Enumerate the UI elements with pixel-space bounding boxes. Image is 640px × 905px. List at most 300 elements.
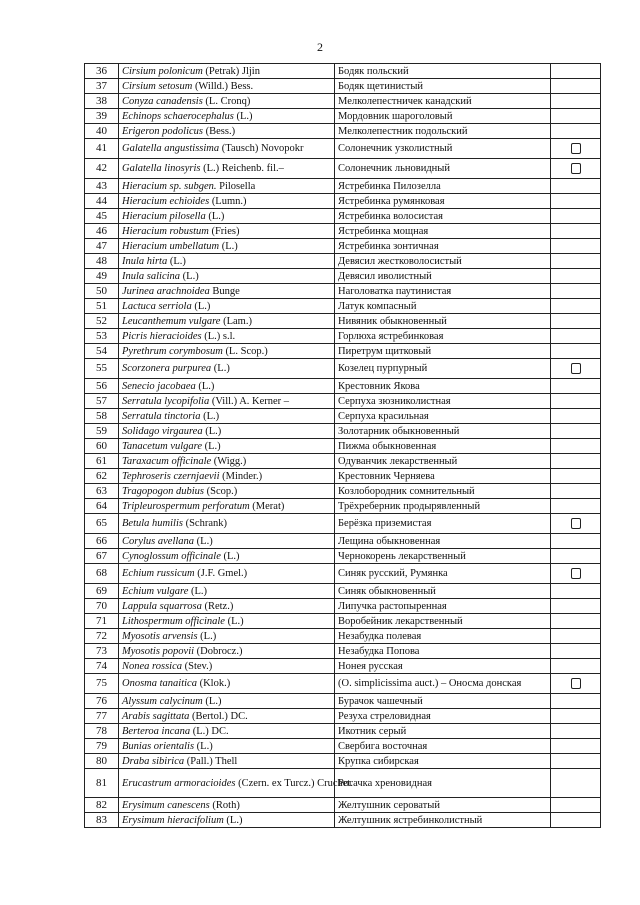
russian-name-cell: Трёхреберник продырявленный (335, 499, 551, 514)
status-mark-cell (551, 564, 601, 584)
status-mark-cell (551, 484, 601, 499)
latin-genus-species: Erysimum canescens (122, 799, 210, 811)
latin-name-cell (119, 614, 335, 629)
species-table-body (85, 64, 601, 828)
row-number: 70 (85, 599, 119, 614)
latin-author: (Bess.) (202, 125, 236, 137)
russian-name-cell: Желтушник ястребинколистный (335, 813, 551, 828)
row-number: 77 (85, 709, 119, 724)
russian-name-cell: Ястребинка Пилозелла (335, 179, 551, 194)
latin-author: (Bertol.) DC. (189, 710, 248, 722)
table-row (85, 239, 601, 254)
row-number: 82 (85, 798, 119, 813)
table-row (85, 659, 601, 674)
checkbox-icon (571, 568, 581, 579)
latin-genus-species: Arabis sagittata (122, 710, 190, 722)
latin-genus-species: Tanacetum vulgare (122, 440, 203, 452)
status-mark-cell (551, 629, 601, 644)
latin-name-cell (119, 599, 335, 614)
row-number: 42 (85, 159, 119, 179)
latin-genus-species: Myosotis popovii (122, 645, 195, 657)
table-row (85, 674, 601, 694)
latin-author: (Scop.) (203, 485, 238, 497)
russian-name-cell: Наголоватка паутинистая (335, 284, 551, 299)
latin-genus-species: Lappula squarrosa (122, 600, 202, 612)
status-mark-cell (551, 299, 601, 314)
status-mark-cell (551, 454, 601, 469)
latin-author: (Wigg.) (211, 455, 247, 467)
table-row (85, 499, 601, 514)
latin-author: (Tausch) Novopokr (219, 143, 304, 154)
table-row (85, 694, 601, 709)
table-row (85, 798, 601, 813)
table-row (85, 629, 601, 644)
latin-name-cell (119, 564, 335, 584)
russian-name-cell: Крестовник Якова (335, 379, 551, 394)
latin-author: (L.) (211, 363, 230, 374)
russian-name-cell: Лещина обыкновенная (335, 534, 551, 549)
row-number: 56 (85, 379, 119, 394)
latin-author: (Fries) (208, 225, 240, 237)
russian-name-cell: Мордовник шароголовый (335, 109, 551, 124)
latin-name-cell (119, 94, 335, 109)
checkbox-icon (571, 363, 581, 374)
latin-genus-species: Galatella angustissima (122, 143, 220, 154)
latin-author: (Czern. ex Turcz.) Cruchet. (235, 777, 353, 789)
latin-genus-species: Erucastrum armoracioides (122, 777, 236, 789)
latin-name-cell (119, 709, 335, 724)
russian-name-cell: Нивяник обыкновенный (335, 314, 551, 329)
latin-name-cell (119, 124, 335, 139)
checkbox-icon (571, 143, 581, 154)
status-mark-cell (551, 724, 601, 739)
russian-name-cell: Козлобородник сомнительный (335, 484, 551, 499)
latin-author: (L.) (223, 814, 243, 826)
status-mark-cell (551, 394, 601, 409)
table-row (85, 209, 601, 224)
latin-author: (Lumn.) (209, 195, 247, 207)
table-row (85, 179, 601, 194)
status-mark-cell (551, 614, 601, 629)
russian-name-cell: (O. simplicissima auct.) – Оносма донская (335, 674, 551, 694)
status-mark-cell (551, 674, 601, 694)
row-number: 68 (85, 564, 119, 584)
row-number: 46 (85, 224, 119, 239)
latin-name-cell (119, 454, 335, 469)
status-mark-cell (551, 159, 601, 179)
table-row (85, 564, 601, 584)
status-mark-cell (551, 344, 601, 359)
latin-name-cell (119, 344, 335, 359)
latin-name-cell (119, 109, 335, 124)
russian-name-cell: Свербига восточная (335, 739, 551, 754)
row-number: 66 (85, 534, 119, 549)
row-number: 62 (85, 469, 119, 484)
latin-author: (Vill.) A. Kerner – (209, 395, 290, 407)
table-row (85, 614, 601, 629)
latin-genus-species: Solidago virgaurea (122, 425, 203, 437)
table-row (85, 109, 601, 124)
russian-name-cell: Пижма обыкновенная (335, 439, 551, 454)
latin-name-cell (119, 139, 335, 159)
latin-name-cell (119, 269, 335, 284)
latin-author: (Roth) (209, 799, 240, 811)
table-row (85, 284, 601, 299)
status-mark-cell (551, 254, 601, 269)
latin-name-cell (119, 359, 335, 379)
row-number: 73 (85, 644, 119, 659)
table-row (85, 64, 601, 79)
latin-author: (Willd.) Bess. (192, 80, 254, 92)
latin-name-cell (119, 409, 335, 424)
latin-author: (Merat) (249, 500, 285, 512)
status-mark-cell (551, 179, 601, 194)
table-row (85, 534, 601, 549)
latin-name-cell (119, 724, 335, 739)
row-number: 55 (85, 359, 119, 379)
latin-author: (L.) (180, 270, 199, 282)
row-number: 39 (85, 109, 119, 124)
status-mark-cell (551, 359, 601, 379)
row-number: 50 (85, 284, 119, 299)
russian-name-cell: Чернокорень лекарственный (335, 549, 551, 564)
latin-name-cell (119, 254, 335, 269)
table-row (85, 514, 601, 534)
russian-name-cell: Берёзка приземистая (335, 514, 551, 534)
russian-name-cell: Бодяк щетинистый (335, 79, 551, 94)
table-row (85, 79, 601, 94)
latin-author: (Retz.) (201, 600, 234, 612)
russian-name-cell: Мелколепестник подольский (335, 124, 551, 139)
latin-genus-species: Hieracium umbellatum (122, 240, 220, 252)
latin-genus-species: Picris hieracioides (122, 330, 202, 342)
latin-author: (J.F. Gmel.) (194, 568, 248, 579)
row-number: 44 (85, 194, 119, 209)
row-number: 43 (85, 179, 119, 194)
checkbox-icon (571, 163, 581, 174)
status-mark-cell (551, 754, 601, 769)
status-mark-cell (551, 139, 601, 159)
latin-author: Pilosella (216, 180, 256, 192)
latin-author: (L. Scop.) (222, 345, 268, 357)
russian-name-cell: Девясил жестковолосистый (335, 254, 551, 269)
status-mark-cell (551, 514, 601, 534)
russian-name-cell: Синяк русский, Румянка (335, 564, 551, 584)
latin-genus-species: Lactuca serriola (122, 300, 192, 312)
row-number: 41 (85, 139, 119, 159)
row-number: 45 (85, 209, 119, 224)
russian-name-cell: Нонея русская (335, 659, 551, 674)
russian-name-cell: Резуха стреловидная (335, 709, 551, 724)
russian-name-cell: Рогачка хреновидная (335, 769, 551, 798)
russian-name-cell: Синяк обыкновенный (335, 584, 551, 599)
latin-author: (L.) (202, 695, 222, 707)
page-number: 2 (317, 40, 323, 54)
status-mark-cell (551, 64, 601, 79)
table-row (85, 269, 601, 284)
status-mark-cell (551, 409, 601, 424)
russian-name-cell: Одуванчик лекарственный (335, 454, 551, 469)
russian-name-cell: Девясил иволистный (335, 269, 551, 284)
latin-genus-species: Draba sibirica (122, 755, 185, 767)
latin-name-cell (119, 424, 335, 439)
latin-author: (L.) (188, 585, 208, 597)
russian-name-cell: Воробейник лекарственный (335, 614, 551, 629)
table-row (85, 359, 601, 379)
latin-name-cell (119, 379, 335, 394)
russian-name-cell: Бодяк польский (335, 64, 551, 79)
table-row (85, 724, 601, 739)
status-mark-cell (551, 79, 601, 94)
russian-name-cell: Незабудка полевая (335, 629, 551, 644)
latin-name-cell (119, 194, 335, 209)
status-mark-cell (551, 694, 601, 709)
latin-genus-species: Echium vulgare (122, 585, 189, 597)
latin-author: (L.) (197, 630, 217, 642)
latin-name-cell (119, 209, 335, 224)
latin-genus-species: Echinops schaerocephalus (122, 110, 234, 122)
russian-name-cell: Икотник серый (335, 724, 551, 739)
table-row (85, 709, 601, 724)
latin-author: (Minder.) (219, 470, 263, 482)
row-number: 53 (85, 329, 119, 344)
latin-name-cell (119, 179, 335, 194)
row-number: 60 (85, 439, 119, 454)
row-number: 64 (85, 499, 119, 514)
latin-author: (Lam.) (220, 315, 252, 327)
latin-genus-species: Myosotis arvensis (122, 630, 198, 642)
row-number: 48 (85, 254, 119, 269)
table-row (85, 484, 601, 499)
latin-name-cell (119, 659, 335, 674)
table-row (85, 424, 601, 439)
row-number: 81 (85, 769, 119, 798)
status-mark-cell (551, 109, 601, 124)
row-number: 49 (85, 269, 119, 284)
row-number: 83 (85, 813, 119, 828)
status-mark-cell (551, 239, 601, 254)
table-row (85, 254, 601, 269)
latin-genus-species: Serratula tinctoria (122, 410, 201, 422)
russian-name-cell: Ястребинка румянковая (335, 194, 551, 209)
status-mark-cell (551, 798, 601, 813)
latin-genus-species: Lithospermum officinale (122, 615, 225, 627)
checkbox-icon (571, 518, 581, 529)
latin-author: (L.) (195, 380, 215, 392)
status-mark-cell (551, 813, 601, 828)
row-number: 78 (85, 724, 119, 739)
latin-name-cell (119, 629, 335, 644)
latin-genus-species: Inula hirta (122, 255, 168, 267)
russian-name-cell: Серпуха зюзниколистная (335, 394, 551, 409)
table-row (85, 329, 601, 344)
status-mark-cell (551, 499, 601, 514)
table-row (85, 454, 601, 469)
russian-name-cell: Ястребинка мощная (335, 224, 551, 239)
latin-genus-species: Senecio jacobaea (122, 380, 196, 392)
russian-name-cell: Ястребинка волосистая (335, 209, 551, 224)
russian-name-cell: Серпуха красильная (335, 409, 551, 424)
row-number: 59 (85, 424, 119, 439)
status-mark-cell (551, 584, 601, 599)
latin-author: (L.) (224, 615, 244, 627)
latin-name-cell (119, 798, 335, 813)
status-mark-cell (551, 644, 601, 659)
table-row (85, 139, 601, 159)
status-mark-cell (551, 209, 601, 224)
table-row (85, 549, 601, 564)
status-mark-cell (551, 739, 601, 754)
row-number: 69 (85, 584, 119, 599)
latin-genus-species: Erigeron podolicus (122, 125, 203, 137)
table-row (85, 124, 601, 139)
row-number: 75 (85, 674, 119, 694)
latin-author: (L.) s.l. (201, 330, 236, 342)
latin-genus-species: Hieracium pilosella (122, 210, 206, 222)
russian-name-cell: Пиретрум щитковый (335, 344, 551, 359)
latin-genus-species: Serratula lycopifolia (122, 395, 210, 407)
row-number: 71 (85, 614, 119, 629)
russian-name-cell: Золотарник обыкновенный (335, 424, 551, 439)
table-row (85, 754, 601, 769)
row-number: 61 (85, 454, 119, 469)
russian-name-cell: Крестовник Черняева (335, 469, 551, 484)
latin-genus-species: Cirsium setosum (122, 80, 193, 92)
row-number: 58 (85, 409, 119, 424)
latin-genus-species: Scorzonera purpurea (122, 363, 212, 374)
row-number: 52 (85, 314, 119, 329)
latin-name-cell (119, 239, 335, 254)
latin-author: (Petrak) Jljin (202, 65, 260, 77)
latin-genus-species: Taraxacum officinale (122, 455, 212, 467)
russian-name-cell: Незабудка Попова (335, 644, 551, 659)
table-row (85, 314, 601, 329)
status-mark-cell (551, 314, 601, 329)
russian-name-cell: Солонечник узколистный (335, 139, 551, 159)
table-row (85, 584, 601, 599)
table-row (85, 94, 601, 109)
table-row (85, 739, 601, 754)
latin-name-cell (119, 299, 335, 314)
table-row (85, 344, 601, 359)
row-number: 74 (85, 659, 119, 674)
latin-author: (L.) Reichenb. fil.– (200, 163, 284, 174)
latin-author: (L.) (167, 255, 186, 267)
latin-author: (L.) (191, 300, 211, 312)
latin-name-cell (119, 754, 335, 769)
latin-name-cell (119, 549, 335, 564)
latin-author: (L.) (194, 740, 213, 752)
latin-genus-species: Alyssum calycinum (122, 695, 203, 707)
row-number: 40 (85, 124, 119, 139)
latin-name-cell (119, 514, 335, 534)
latin-author: (Pall.) Thell (184, 755, 238, 767)
latin-author: (L. Cronq) (202, 95, 251, 107)
status-mark-cell (551, 469, 601, 484)
latin-name-cell (119, 769, 353, 798)
latin-author: (L.) (202, 440, 221, 452)
row-number: 67 (85, 549, 119, 564)
russian-name-cell: Желтушник сероватый (335, 798, 551, 813)
latin-name-cell (119, 674, 335, 694)
row-number: 38 (85, 94, 119, 109)
latin-name-cell (119, 159, 335, 179)
status-mark-cell (551, 769, 601, 798)
latin-author: (L.) (233, 110, 253, 122)
latin-genus-species: Tephroseris czernjaevii (122, 470, 220, 482)
latin-author: (L.) (202, 425, 222, 437)
latin-genus-species: Galatella linosyris (122, 163, 201, 174)
table-row (85, 299, 601, 314)
latin-name-cell (119, 314, 335, 329)
latin-author: (Dobrocz.) (194, 645, 243, 657)
russian-name-cell: Латук компасный (335, 299, 551, 314)
status-mark-cell (551, 329, 601, 344)
latin-genus-species: Conyza canadensis (122, 95, 203, 107)
latin-genus-species: Cynoglossum officinale (122, 550, 221, 562)
russian-name-cell: Липучка растопыренная (335, 599, 551, 614)
latin-genus-species: Hieracium echioides (122, 195, 210, 207)
table-row (85, 379, 601, 394)
status-mark-cell (551, 439, 601, 454)
row-number: 80 (85, 754, 119, 769)
latin-genus-species: Corylus avellana (122, 535, 195, 547)
latin-author: (Klok.) (196, 678, 231, 689)
latin-genus-species: Echium russicum (122, 568, 195, 579)
latin-author: (L.) (194, 535, 213, 547)
latin-name-cell (119, 739, 335, 754)
latin-name-cell (119, 499, 335, 514)
status-mark-cell (551, 124, 601, 139)
latin-genus-species: Leucanthemum vulgare (122, 315, 221, 327)
table-row (85, 813, 601, 828)
russian-name-cell: Мелколепестничек канадский (335, 94, 551, 109)
latin-genus-species: Cirsium polonicum (122, 65, 203, 77)
latin-genus-species: Inula salicina (122, 270, 181, 282)
latin-author: (Stev.) (182, 660, 213, 672)
latin-name-cell (119, 284, 335, 299)
latin-name-cell (119, 584, 335, 599)
latin-name-cell (119, 469, 335, 484)
latin-name-cell (119, 484, 335, 499)
table-row (85, 194, 601, 209)
latin-name-cell (119, 79, 335, 94)
latin-genus-species: Onosma tanaitica (122, 678, 197, 689)
latin-author: Bunge (209, 285, 240, 297)
latin-name-cell (119, 534, 335, 549)
latin-author: (L.) (200, 410, 220, 422)
status-mark-cell (551, 194, 601, 209)
latin-genus-species: Jurinea arachnoidea (122, 285, 210, 297)
table-row (85, 644, 601, 659)
row-number: 57 (85, 394, 119, 409)
status-mark-cell (551, 534, 601, 549)
species-table (84, 63, 601, 828)
status-mark-cell (551, 269, 601, 284)
latin-genus-species: Tragopogon dubius (122, 485, 204, 497)
status-mark-cell (551, 599, 601, 614)
row-number: 72 (85, 629, 119, 644)
latin-name-cell (119, 439, 335, 454)
status-mark-cell (551, 709, 601, 724)
latin-author: (L.) (205, 210, 225, 222)
row-number: 37 (85, 79, 119, 94)
row-number: 47 (85, 239, 119, 254)
table-row (85, 439, 601, 454)
russian-name-cell: Крупка сибирская (335, 754, 551, 769)
table-row (85, 409, 601, 424)
latin-name-cell (119, 64, 335, 79)
